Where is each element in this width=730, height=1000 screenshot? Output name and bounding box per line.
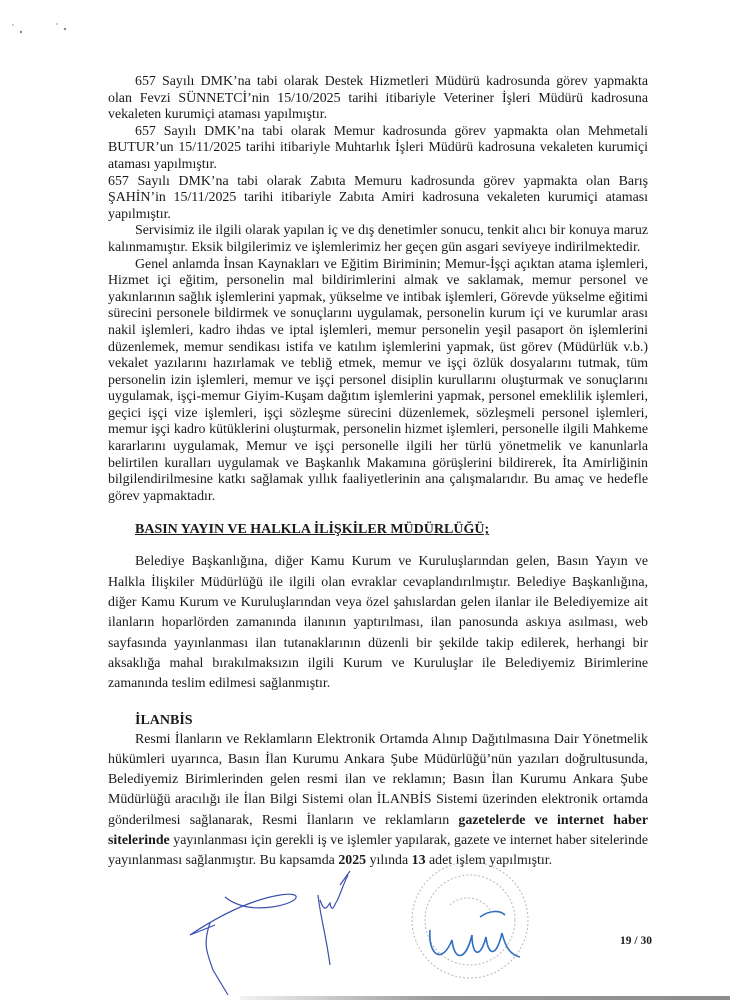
official-stamp xyxy=(412,862,528,978)
ilanbis-bold-count: 13 xyxy=(411,853,426,869)
section-heading-press: BASIN YAYIN VE HALKLA İLİŞKİLER MÜDÜRLÜĞÜ; xyxy=(135,522,490,538)
paragraph-hr-duties: Genel anlamda İnsan Kaynakları ve Eğitim Biriminin; Memur-İşçi açıktan atama işlemleri, Hizmet içi eğitim, personelin mal bildirimlerini almak ve saklamak, memur personel ve yakınlarının sağlık işlemlerini yapmak, yükselme ve intibak işlemleri, Görevde yükselme eğitimi sürecini personele bildirmek ve sonuçlarını uygulamak, personelin kurum içi ve kurumlar arası nakil işlemleri, kadro ihdas ve iptal işlemleri, memur personelin yeşil pasaport ön işlemlerini düzenlemek, memur sendikası istifa ve katılım işlemlerini yapmak, üst görev (Müdürlük v.b.) vekalet yazılarını hazırlamak ve tebliğ etmek, memur ve işçi özlük dosyalarını tutmak, tüm personelin izin işlemleri, memur ve işçi personel disiplin kurullarını oluşturmak ve sonuçlarını uygulamak, işçi-memur Giyim-Kuşam dağıtım işlemlerini yapmak, personel emeklilik işlemleri, geçici işçi vize işlemleri, işçi sözleşme sürecini düzenlemek, sözleşmeli personel işlemleri, memur işçi kadro kütüklerini oluşturmak, personelin hizmet işlemleri, personelle ilgili Mahkeme kararlarını uygulamak, Memur ve işçi personelle ilgili her türlü yönetmelik ve kanunlarla belirtilen kuralları uygulamak ve Başkanlık Makamına görüşlerini bildirerek, İta Amirliğinin bilgilendirilmesine katkı sağlamak yıllık faaliyetlerinin ana çalışmalarıdır. Bu amaç ve hedefle görev yapmaktadır. xyxy=(108,256,648,504)
ilanbis-text-3: yılında xyxy=(366,853,412,869)
ilanbis-text-4: adet işlem yapılmıştır. xyxy=(425,853,553,869)
signatures-area xyxy=(180,855,580,1000)
subheading-ilanbis: İLANBİS xyxy=(135,712,193,728)
document-body xyxy=(108,74,648,872)
scan-edge-bar xyxy=(240,996,730,1000)
ilanbis-text-1: Resmi İlanların ve Reklamların Elektronik Ortamda Alınıp Dağıtılmasına Dair Yönetmelik hükümleri uyarınca, Basın İlan Kurumu Ankara Şube Müdürlüğü’nün yazıları doğrultusunda, Belediyemiz Birimlerinden gelen resmi ilan ve reklamın; Basın İlan Kurumu Ankara Şube Müdürlüğü aracılığı ile İlan Bilgi Sistemi olan İLANBİS Sistemi üzerinden elektronik ortamda gönderilmesi sağlanarak, Resmi İlanların ve reklamların xyxy=(108,731,648,828)
signature-2 xyxy=(318,871,350,965)
paragraph-ilanbis xyxy=(108,730,648,872)
page-number: 19 / 30 xyxy=(620,935,652,947)
paragraph-press: Belediye Başkanlığına, diğer Kamu Kurum ve Kuruluşlarından gelen, Basın Yayın ve Halkla İlişkiler Müdürlüğü ile ilgili olan evraklar cevaplandırılmıştır. Belediye Başkanlığına, diğer Kamu Kurum ve Kuruluşlarından veya özel şahıslardan gelen ilanlar ile Belediyemize ait ilanların hoparlörden zamanında ilanının yaptırılması, ilan panosunda askıya asılması, web sayfasında yayınlanması ilan tutanaklarının düzenli bir şekilde takip edilerek, herhangi bir aksaklığa mahal bırakılmaksızın ilgili Kurum ve Kuruluşlar ile Belediyemiz Birimlerine zamanında teslim edilmesi sağlanmıştır. xyxy=(108,554,648,692)
signature-3 xyxy=(430,911,520,957)
paragraph-appointment-3: 657 Sayılı DMK’na tabi olarak Zabıta Memuru kadrosunda görev yapmakta olan Barış ŞAHİN’in 15/11/2025 tarihi itibariyle Zabıta Amiri kadrosuna vekaleten kurumiçi ataması yapılmıştır. xyxy=(108,173,648,222)
paragraph-appointment-1: 657 Sayılı DMK’na tabi olarak Destek Hizmetleri Müdürü kadrosunda görev yapmakta olan Fevzi SÜNNETCİ’nin 15/10/2025 tarihi itibariyle Veteriner İşleri Müdürü kadrosuna vekaleten kurumiçi ataması yapılmıştır. xyxy=(108,74,648,123)
ilanbis-text-2: yayınlanması için gerekli iş ve işlemler yapılarak, gazete ve internet haber sitelerinde yayınlanması sağlanmıştır. Bu kapsamda xyxy=(108,833,648,869)
signature-1 xyxy=(190,894,296,995)
paragraph-audit: Servisimiz ile ilgili olarak yapılan iç ve dış denetimler sonucu, tenkit alıcı bir konuya maruz kalınmamıştır. Eksik bilgilerimiz ve işlemlerimiz her geçen gün asgari seviyeye indirilmektedir. xyxy=(108,223,648,255)
ilanbis-bold-year: 2025 xyxy=(338,853,367,869)
scan-artifact-dots xyxy=(0,0,80,40)
paragraph-appointment-2: 657 Sayılı DMK’na tabi olarak Memur kadrosunda görev yapmakta olan Mehmetali BUTUR’un 15/11/2025 tarihi itibariyle Muhtarlık İşleri Müdürü kadrosuna vekaleten kurumiçi ataması yapılmıştır. xyxy=(108,123,648,172)
ilanbis-bold-media: gazetelerde ve internet haber sitelerinde xyxy=(108,812,649,848)
